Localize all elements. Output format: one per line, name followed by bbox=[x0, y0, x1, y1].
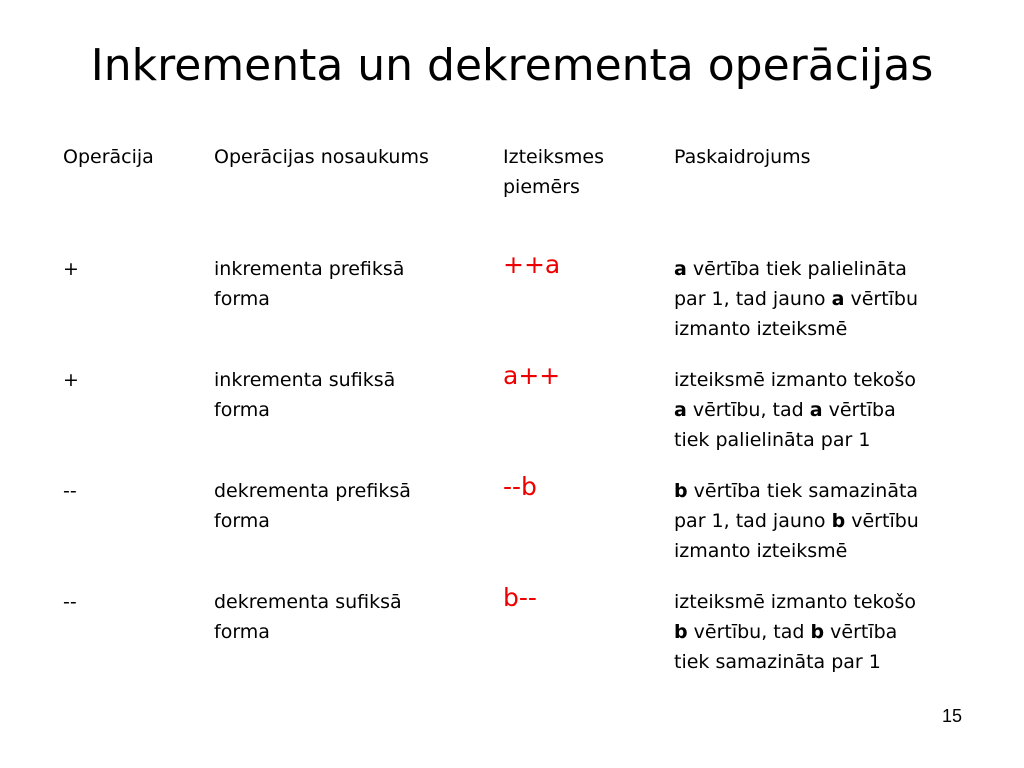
expression-example: --b bbox=[503, 472, 537, 501]
expression-cell bbox=[495, 583, 661, 690]
slide-title: Inkrementa un dekrementa operācijas bbox=[90, 40, 934, 91]
explanation-text: vērtība bbox=[824, 621, 898, 643]
operation-cell: -- bbox=[63, 591, 77, 613]
operation-name-line1: inkrementa sufiksā bbox=[214, 369, 396, 391]
expression-cell bbox=[495, 250, 661, 357]
explanation-text: vērtība bbox=[822, 399, 896, 421]
expression-cell bbox=[495, 472, 661, 579]
operation-name-cell bbox=[202, 587, 495, 690]
table-row bbox=[54, 246, 994, 357]
operation-name-cell bbox=[202, 476, 495, 579]
explanation-text: vērtību, tad bbox=[687, 621, 811, 643]
table-header-row bbox=[54, 138, 994, 246]
table-row bbox=[54, 579, 994, 690]
explanation-cell bbox=[661, 476, 994, 579]
table-row bbox=[54, 357, 994, 468]
explanation-line3: izmanto izteiksmē bbox=[674, 540, 848, 562]
explanation-variable: b bbox=[674, 621, 688, 643]
explanation-text: vērtību bbox=[845, 510, 919, 532]
operation-name-cell bbox=[202, 254, 495, 357]
explanation-variable: a bbox=[809, 399, 823, 421]
explanation-line2 bbox=[674, 284, 994, 314]
expression-example: ++a bbox=[503, 250, 561, 279]
explanation-text: vērtība tiek samazināta bbox=[687, 480, 919, 502]
expression-cell bbox=[495, 361, 661, 468]
operation-name-line2: forma bbox=[214, 510, 270, 532]
header-expression-line1: Izteiksmes bbox=[503, 146, 604, 168]
header-expression-line2: piemērs bbox=[503, 176, 580, 198]
header-explanation: Paskaidrojums bbox=[674, 146, 811, 168]
expression-example: b-- bbox=[503, 583, 537, 612]
page-number: 15 bbox=[941, 706, 962, 726]
explanation-text: par 1, tad jauno bbox=[674, 510, 832, 532]
explanation-cell bbox=[661, 365, 994, 468]
operation-name-line2: forma bbox=[214, 399, 270, 421]
explanation-text: vērtību bbox=[844, 288, 919, 310]
explanation-text: vērtība tiek palielināta bbox=[686, 258, 907, 280]
explanation-variable: a bbox=[831, 288, 845, 310]
operation-cell: + bbox=[63, 258, 79, 280]
operation-cell: -- bbox=[63, 480, 77, 502]
explanation-line2 bbox=[674, 506, 994, 536]
header-operation-name: Operācijas nosaukums bbox=[214, 146, 429, 168]
explanation-variable: b bbox=[831, 510, 846, 532]
header-expression bbox=[495, 142, 661, 246]
operation-cell: + bbox=[63, 369, 79, 391]
explanation-line2 bbox=[674, 617, 994, 647]
explanation-cell bbox=[661, 587, 994, 690]
explanation-variable: a bbox=[674, 399, 687, 421]
header-operation: Operācija bbox=[63, 146, 154, 168]
operation-name-line1: dekrementa sufiksā bbox=[214, 591, 402, 613]
explanation-line1 bbox=[674, 476, 994, 506]
explanation-line1: izteiksmē izmanto tekošo bbox=[674, 591, 916, 613]
operation-name-cell bbox=[202, 365, 495, 468]
operation-name-line2: forma bbox=[214, 288, 270, 310]
operation-name-line2: forma bbox=[214, 621, 270, 643]
explanation-line1 bbox=[674, 254, 994, 284]
explanation-line2 bbox=[674, 395, 994, 425]
explanation-text: vērtību, tad bbox=[686, 399, 810, 421]
explanation-line3: izmanto izteiksmē bbox=[674, 318, 848, 340]
explanation-cell bbox=[661, 254, 994, 357]
explanation-text: par 1, tad jauno bbox=[674, 288, 832, 310]
explanation-variable: b bbox=[674, 480, 688, 502]
explanation-variable: a bbox=[674, 258, 687, 280]
explanation-line1: izteiksmē izmanto tekošo bbox=[674, 369, 916, 391]
explanation-line3: tiek samazināta par 1 bbox=[674, 651, 881, 673]
explanation-line3: tiek palielināta par 1 bbox=[674, 429, 871, 451]
operation-name-line1: dekrementa prefiksā bbox=[214, 480, 411, 502]
table-row bbox=[54, 468, 994, 579]
operation-name-line1: inkrementa prefiksā bbox=[214, 258, 405, 280]
expression-example: a++ bbox=[503, 361, 561, 390]
operations-table bbox=[54, 138, 994, 690]
explanation-variable: b bbox=[810, 621, 825, 643]
